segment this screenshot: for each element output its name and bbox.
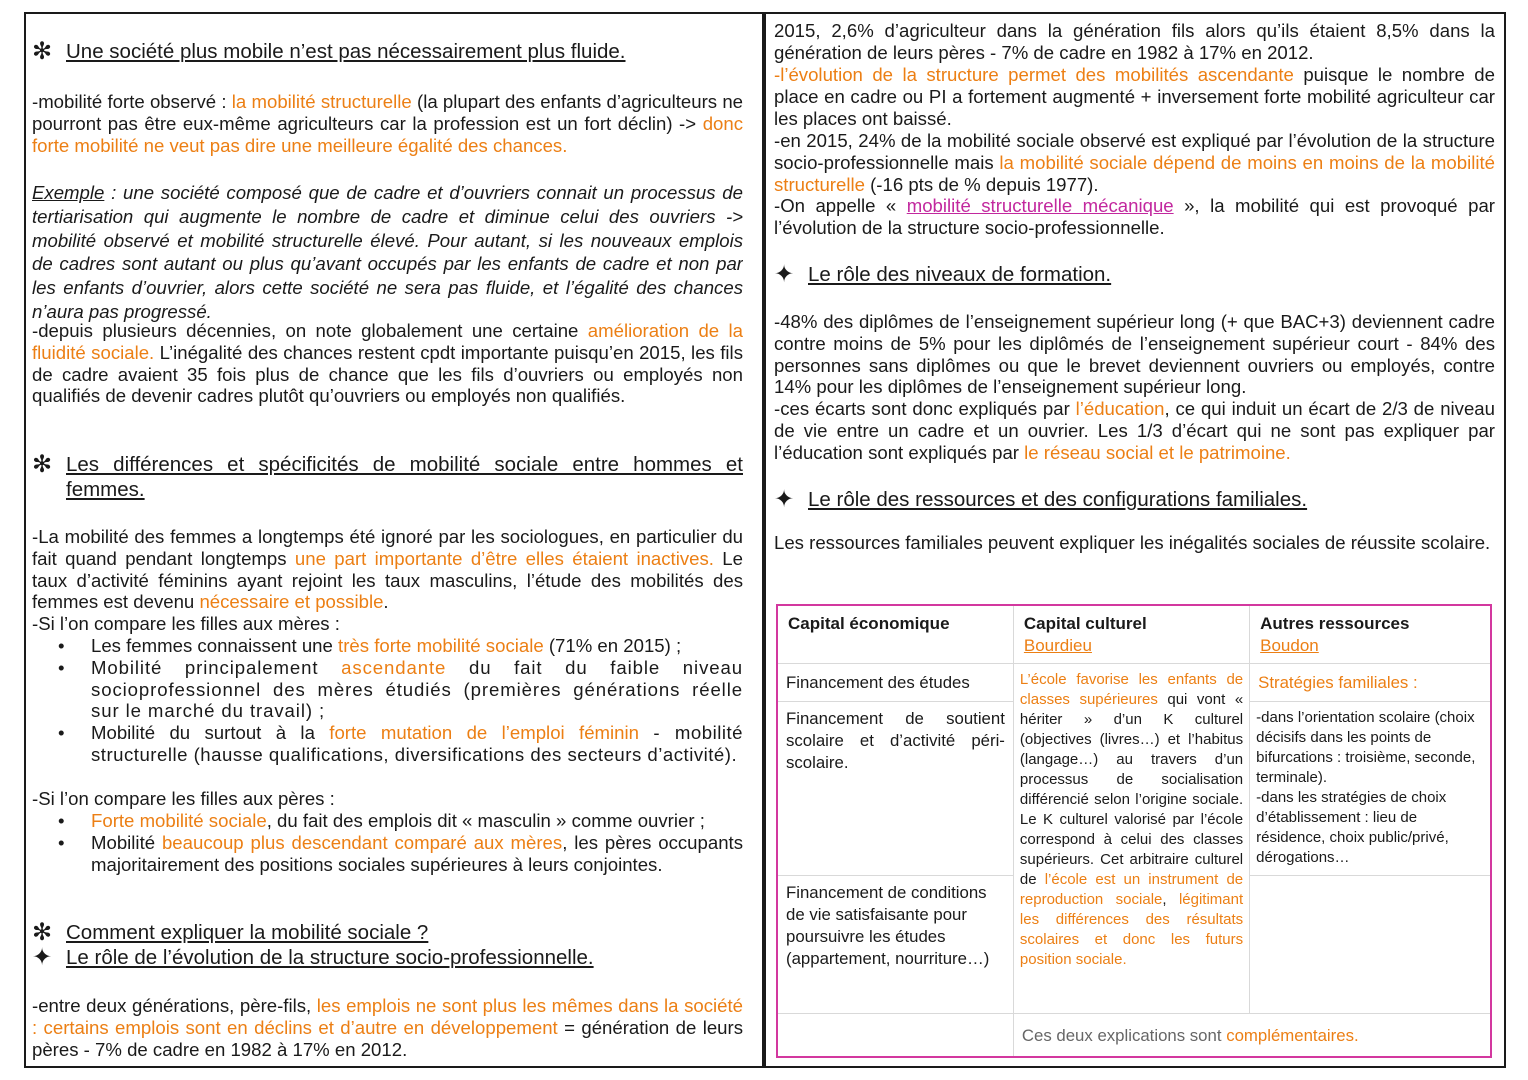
column-divider (762, 12, 766, 1068)
table-header-economique: Capital économique (777, 605, 1013, 663)
table-header-autres: Autres ressources Boudon (1250, 605, 1491, 663)
heading-formation (774, 262, 1495, 287)
heading-text: Le rôle de l’évolution de la structure socio-professionnelle. (66, 946, 594, 969)
asterisk-icon: ✻ (32, 919, 53, 946)
heading-hommes-femmes (32, 452, 743, 502)
paragraph-exemple: Exemple : une société composé que de cadre et d’ouvriers connait un processus de tertiarisation qui augmente le nombre de cadre et diminue celui des ouvriers -> mobilité observé et mobilité structurelle élevé. Pour autant, si les nouveaux emplois de cadres sont autant ou plus qu’avant occupés par les enfants de cadre et non par les enfants d’ouvrier, alors cette société ne sera pas fluide, et l’égalité des chances n’aura pas progressé. (32, 182, 743, 322)
heading-structure (32, 945, 743, 970)
asterisk-icon: ✻ (32, 451, 53, 478)
table-header-culturel: Capital culturel Bourdieu (1013, 605, 1249, 663)
star-icon: ✦ (32, 944, 53, 971)
heading-expliquer (32, 920, 743, 945)
paragraph-diplomes: -48% des diplômes de l’enseignement supérieur long (+ que BAC+3) deviennent cadre contre moins de 5% pour les diplômés de l’enseignement supérieur court - 84% des personnes sans diplômes ou que le brevet deviennent ouvriers ou employés, contre 14% pour les diplômes de l’enseignement supérieur long. (774, 311, 1495, 398)
table-cell: Financement de soutient scolaire et d’activité péri-scolaire. (777, 701, 1013, 875)
star-icon: ✦ (774, 486, 795, 513)
heading-text: Le rôle des niveaux de formation. (808, 263, 1112, 286)
paragraph-mecanique: -On appelle « mobilité structurelle mécanique », la mobilité qui est provoqué par l’évolution de la structure socio-professionnelle. (774, 195, 1495, 238)
asterisk-icon: ✻ (32, 38, 53, 65)
table-footer: Ces deux explications sont complémentaires. (1021, 1025, 1359, 1045)
list-item: • Mobilité principalement ascendante du fait du faible niveau socioprofessionnel des mères étudiés (premières générations réelle sur le marché du travail) ; (32, 657, 743, 722)
heading-text: Le rôle des ressources et des configurations familiales. (808, 488, 1308, 511)
table-cell-strategies: -dans l’orientation scolaire (choix décisifs dans les points de bifurcations : troisième, seconde, terminale). -dans les stratégies de choix d’établissement : lieu de résidence, choix public/privé, dérogations… (1250, 701, 1491, 875)
list-filles-meres (32, 635, 743, 766)
list-item: • Mobilité beaucoup plus descendant comparé aux mères, les pères occupants majoritairement des positions sociales supérieures à leurs conjointes. (32, 832, 743, 876)
author-bourdieu: Bourdieu (1023, 636, 1092, 655)
table-cell-culturel: L’école favorise les enfants de classes supérieures qui vont « hériter » d’un K culturel (objectives (livres…) et l’habitus (langage…) au travers d’un processus de socialisation différencié selon l’origine sociale. Le K culturel valorisé par l’école correspond à celui des classes supérieurs. Cet arbitraire culturel de l’école est un instrument de reproduction sociale, légitimant les différences des résultats scolaires et donc les futurs position sociale. (1013, 663, 1249, 1013)
paragraph-agriculteurs: 2015, 2,6% d’agriculteur dans la génération fils alors qu’ils étaient 8,5% dans la génération de leurs pères - 7% de cadre en 1982 à 17% en 2012. (774, 20, 1495, 63)
paragraph-generations: -entre deux générations, père-fils, les emplois ne sont plus les mêmes dans la société : certains emplois sont en déclins et d’autre en développement = génération de leurs pères - 7% de cadre en 1982 à 17% en 2012. (32, 995, 743, 1060)
capital-table (776, 604, 1492, 1058)
heading-text: Comment expliquer la mobilité sociale ? (66, 921, 429, 944)
paragraph-education: -ces écarts sont donc expliqués par l’éducation, ce qui induit un écart de 2/3 de niveau de vie entre un cadre et un ouvrier. Les 1/3 d’écart qui ne sont pas expliquer par l’éducation sont expliqués par le réseau social et le patrimoine. (774, 398, 1495, 463)
list-item: • Mobilité du surtout à la forte mutation de l’emploi féminin - mobilité structurelle (hausse qualifications, diversifications des secteurs d’activité). (32, 722, 743, 766)
paragraph-ressources: Les ressources familiales peuvent expliquer les inégalités sociales de réussite scolaire. (774, 532, 1491, 553)
heading-text: Les différences et spécificités de mobilité sociale entre hommes et femmes. (66, 453, 743, 501)
star-icon: ✦ (774, 261, 795, 288)
list-filles-peres (32, 810, 743, 875)
table-cell-empty (777, 1013, 1013, 1057)
table-cell: Financement de conditions de vie satisfaisante pour poursuivre les études (appartement, nourriture…) (777, 875, 1013, 1013)
paragraph-femmes: -La mobilité des femmes a longtemps été ignoré par les sociologues, en particulier du fait quand pendant longtemps une part importante d’être elles étaient inactives. Le taux d’activité féminins ayant rejoint les taux masculins, l’étude des mobilités des femmes est devenu nécessaire et possible. (32, 526, 743, 613)
paragraph-mobilite-forte: -mobilité forte observé : la mobilité structurelle (la plupart des enfants d’agriculteurs ne pourront pas être eux-même agriculteurs car la profession est un fort déclin) -> donc forte mobilité ne veut pas dire une meilleure égalité des chances. (32, 91, 743, 156)
list-item: • Forte mobilité sociale, du fait des emplois dit « masculin » comme ouvrier ; (32, 810, 743, 832)
paragraph-filles-meres: -Si l’on compare les filles aux mères : (32, 613, 340, 634)
table-cell-empty (1250, 875, 1491, 1013)
author-boudon: Boudon (1260, 636, 1319, 655)
right-column (774, 14, 1495, 1066)
paragraph-fluidite: -depuis plusieurs décennies, on note globalement une certaine amélioration de la fluidité sociale. L’inégalité des chances restent cpdt importante puisqu’en 2015, les fils de cadre avaient 35 fois plus de chance que les fils d’ouvriers ou employés non qualifiés de devenir cadres plutôt qu’ouvriers ou employés non qualifiés. (32, 320, 743, 407)
list-item: • Les femmes connaissent une très forte mobilité sociale (71% en 2015) ; (32, 635, 743, 657)
heading-ressources (774, 487, 1495, 512)
heading-mobile-fluide (32, 39, 743, 64)
paragraph-ascendante: -l’évolution de la structure permet des mobilités ascendante puisque le nombre de place en cadre ou PI a fortement augmenté + inversement forte mobilité agriculteur car les places ont baissé. (774, 64, 1495, 129)
paragraph-filles-peres: -Si l’on compare les filles aux pères : (32, 788, 335, 809)
table-cell: Financement des études (777, 663, 1013, 701)
heading-text: Une société plus mobile n’est pas nécessairement plus fluide. (66, 40, 626, 63)
paragraph-2015: -en 2015, 24% de la mobilité sociale observé est expliqué par l’évolution de la structure socio-professionnelle mais la mobilité sociale dépend de moins en moins de la mobilité structurelle (-16 pts de % depuis 1977). (774, 130, 1495, 195)
table-cell: Stratégies familiales : (1250, 663, 1491, 701)
left-column (32, 14, 743, 1066)
